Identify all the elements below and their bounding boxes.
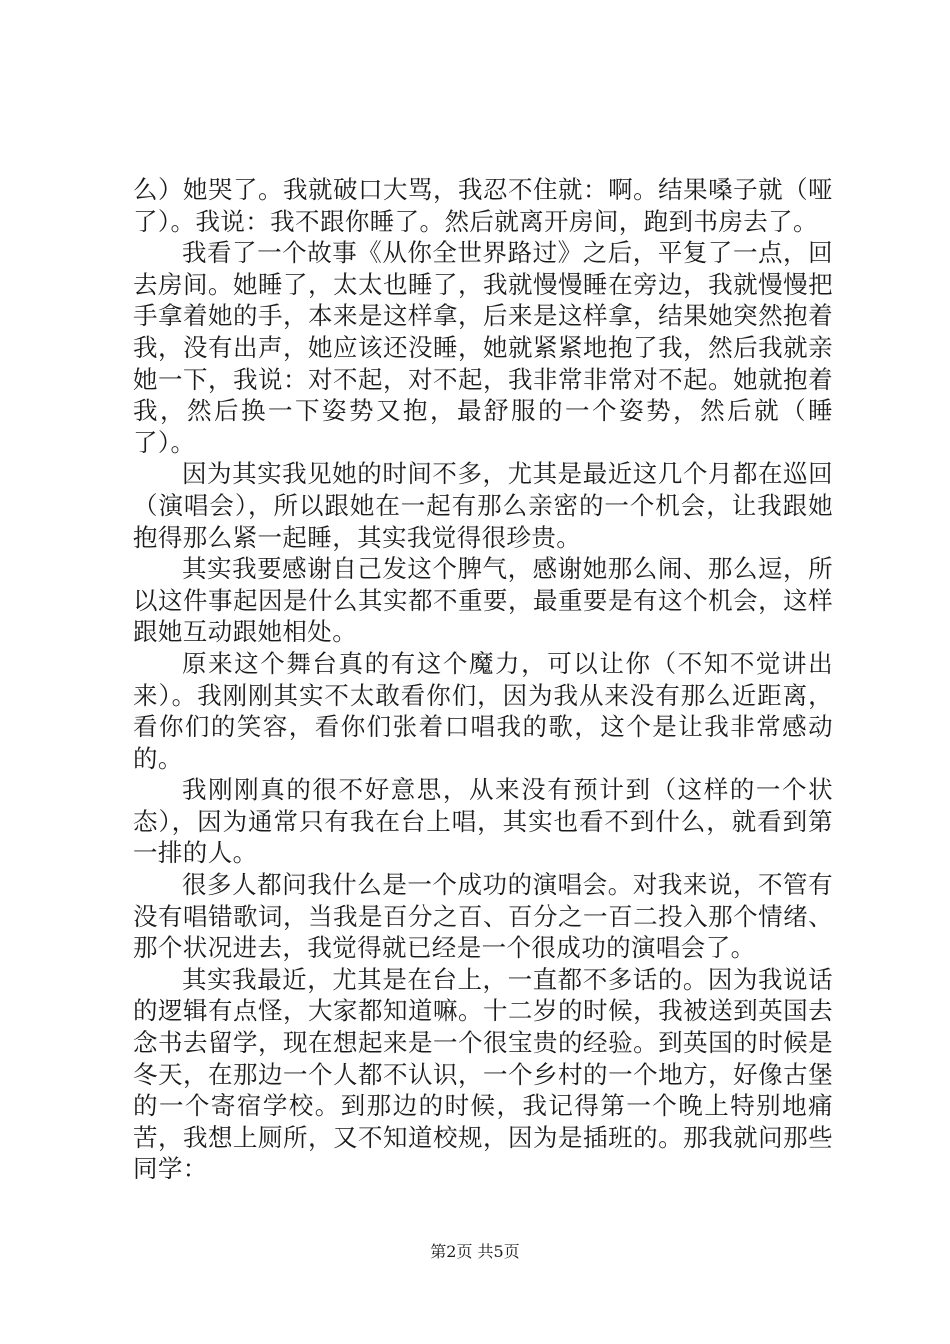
paragraph-6: 我刚刚真的很不好意思，从来没有预计到（这样的一个状态），因为通常只有我在台上唱，其实也看不到什么，就看到第一排的人。	[133, 775, 833, 868]
body-text	[133, 174, 833, 1185]
paragraph-4: 其实我要感谢自己发这个脾气，感谢她那么闹、那么逗，所以这件事起因是什么其实都不重要，最重要是有这个机会，这样跟她互动跟她相处。	[133, 554, 833, 647]
paragraph-1: 么）她哭了。我就破口大骂，我忍不住就：啊。结果嗓子就（哑了）。我说：我不跟你睡了。然后就离开房间，跑到书房去了。	[133, 175, 833, 236]
paragraph-8: 其实我最近，尤其是在台上，一直都不多话的。因为我说话的逻辑有点怪，大家都知道嘛。十二岁的时候，我被送到英国去念书去留学，现在想起来是一个很宝贵的经验。到英国的时候是冬天，在那边一个人都不认识，一个乡村的一个地方，好像古堡的一个寄宿学校。到那边的时候，我记得第一个晚上特别地痛苦，我想上厕所，又不知道校规，因为是插班的。那我就问那些同学：	[133, 964, 833, 1184]
paragraph-5: 原来这个舞台真的有这个魔力，可以让你（不知不觉讲出来）。我刚刚其实不太敢看你们，因为我从来没有那么近距离，看你们的笑容，看你们张着口唱我的歌，这个是让我非常感动的。	[133, 648, 833, 773]
paragraph-3: 因为其实我见她的时间不多，尤其是最近这几个月都在巡回（演唱会），所以跟她在一起有那么亲密的一个机会，让我跟她抱得那么紧一起睡，其实我觉得很珍贵。	[133, 459, 833, 552]
paragraph-7: 很多人都问我什么是一个成功的演唱会。对我来说，不管有没有唱错歌词，当我是百分之百、百分之一百二投入那个情绪、那个状况进去，我觉得就已经是一个很成功的演唱会了。	[133, 870, 833, 963]
paragraph-2: 我看了一个故事《从你全世界路过》之后，平复了一点，回去房间。她睡了，太太也睡了，我就慢慢睡在旁边，我就慢慢把手拿着她的手，本来是这样拿，后来是这样拿，结果她突然抱着我，没有出声，她应该还没睡，她就紧紧地抱了我，然后我就亲她一下，我说：对不起，对不起，我非常非常对不起。她就抱着我，然后换一下姿势又抱，最舒服的一个姿势，然后就（睡了）。	[133, 238, 833, 457]
page-number-footer: 第2页 共5页	[430, 1242, 520, 1261]
